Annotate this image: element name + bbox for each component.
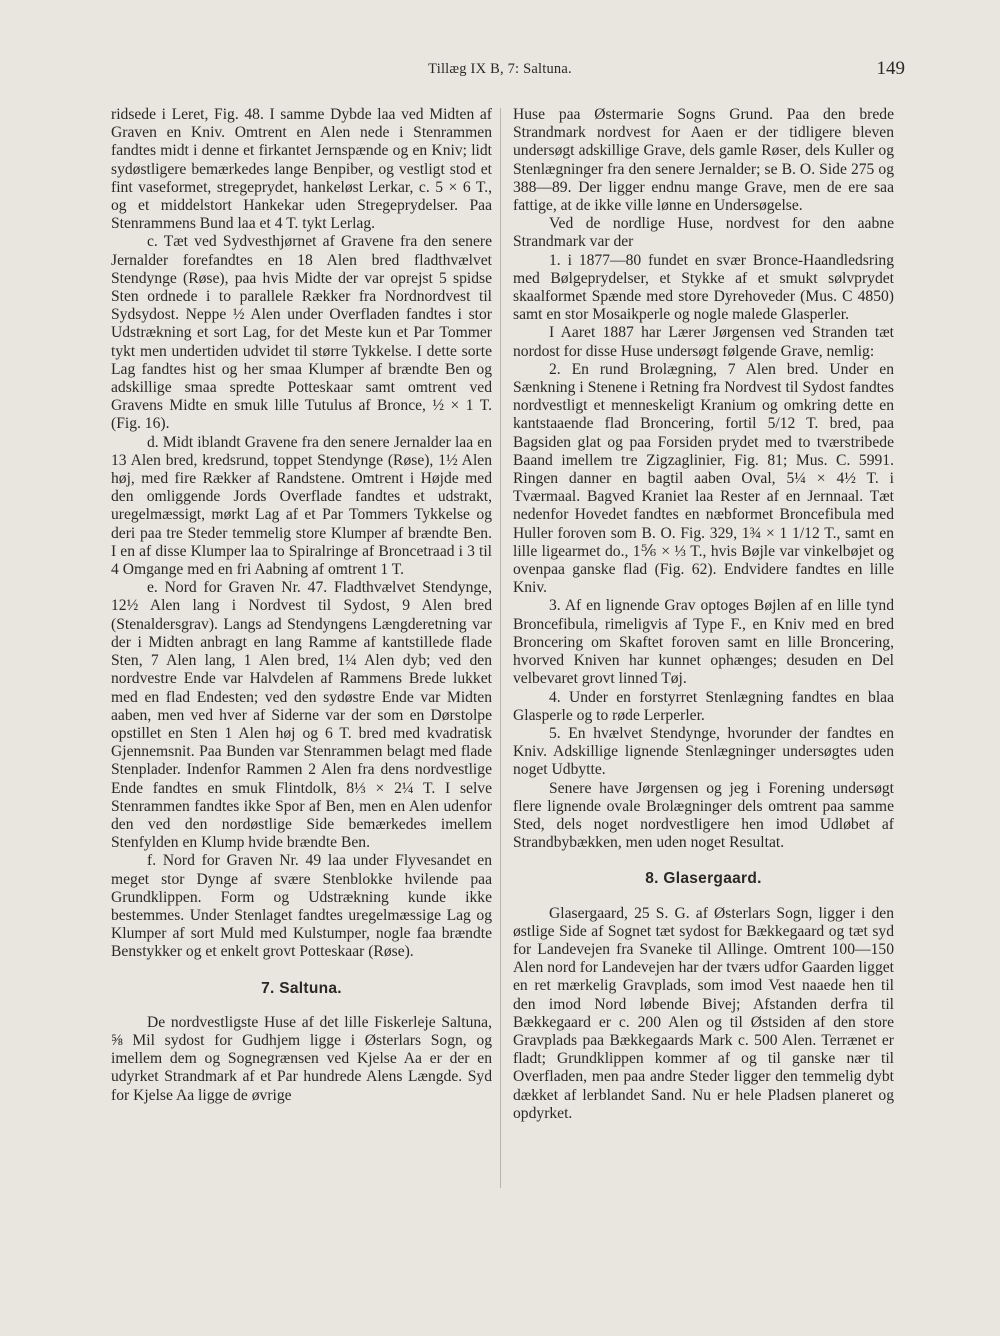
- paragraph-e: e. Nord for Graven Nr. 47. Fladthvælvet Stendynge, 12½ Alen lang i Nordvest til Sydost, 9 Alen bred (Stenaldersgrav). Langs ad Stendyngens Længderetning var der i Midten anbragt en lang Ramme af kantstillede flade Sten, 7 Alen lang, 1 Alen bred, 1¼ Alen dyb; ved den nordvestre Ende var Halvdelen af Rammens Brede lukket med en flad Endesten; ved den sydøstre Ende var Midten aaben, men ved hver af Siderne var der som en Dørstolpe opstillet en Sten 1 Alen høj og 6 T. bred med kvadratisk Gjennemsnit. Paa Bunden var Stenrammen belagt med flade Stenplader. Indenfor Rammen 2 Alen fra dens nordvestlige Ende fandtes en smuk Flintdolk, 8⅓ × 2¼ T. I selve Stenrammen fandtes ikke Spor af Ben, men en Alen udenfor den ved den nordøstlige Side bemærkedes imellem Stenfylden en Klump hvide brændte Ben.: [111, 579, 492, 852]
- section-heading-glasergaard: 8. Glasergaard.: [645, 870, 762, 888]
- paragraph-glasergaard: Glasergaard, 25 S. G. af Østerlars Sogn, ligger i den østlige Side af Sognet tæt sydost for Bækkegaard og tæt syd for Landevejen fra Svaneke til Allinge. Omtrent 100—150 Alen nord for Landevejen har der tværs udfor Gaarden ligget en ret mærkelig Gravplads, som imod Vest naaede hen til den imod Nord løbende Bivej; Afstanden derfra til Bækkegaard er c. 200 Alen og til Østsiden af den store Gravplads paa Bækkegaards Mark c. 500 Alen. Terrænet er fladt; Grundklippen kommer af og til ganske nær til Overfladen, men paa andre Steder ligger den temmelig dybt dækket af lerblandet Sand. Nu er hele Pladsen planeret og opdyrket.: [513, 904, 894, 1122]
- paragraph-d: d. Midt iblandt Gravene fra den senere Jernalder laa en 13 Alen bred, kredsrund, toppet Stendynge (Røse), 1½ Alen høj, med fire Rækker af Randstene. Omtrent i Højde med den omliggende Jords Overflade fandtes et udstrakt, uregelmæssigt, mørkt Lag af et Par Tommers Tykkelse og deri paa tre Steder temmelig store Klumper af brændte Ben. I en af disse Klumper laa to Spiralringe af Broncetraad i 3 til 4 Omgange med en fri Aabning af omtrent 1 T.: [111, 433, 492, 579]
- paragraph-saltuna: De nordvestligste Huse af det lille Fiskerleje Saltuna, ⅝ Mil sydost for Gudhjem ligge i Østerlars Sogn, og imellem dem og Sognegrænsen ved Kjelse Aa er der en udyrket Strandmark af et Par hundrede Alens Længde. Syd for Kjelse Aa ligge de øvrige: [111, 1013, 492, 1104]
- paragraph: Huse paa Østermarie Sogns Grund. Paa den brede Strandmark nordvest for Aaen er der tidligere bleven undersøgt adskillige Grave, dels gamle Røser, dels Kuller og Stenlægninger fra den senere Jernalder; se B. O. Side 275 og 388—89. Der ligger endnu mange Grave, men de ere saa fattige, at de ikke ville lønne en Undersøgelse.: [513, 106, 894, 215]
- column-divider: [500, 108, 501, 1188]
- paragraph: Senere have Jørgensen og jeg i Forening undersøgt flere lignende ovale Brolægninger dels omtrent paa samme Sted, dels noget nordvestligere hen imod Udløbet af Strandbybækken, men uden noget Resultat.: [513, 779, 894, 852]
- paragraph-f: f. Nord for Graven Nr. 49 laa under Flyvesandet en meget stor Dynge af svære Stenblokke hvilende paa Grundklippen. Form og Udstrækning kunde ikke bestemmes. Under Stenlaget fandtes uregelmæssige Lag og Klumper af sort Muld med Kulstumper, nogle faa brændte Benstykker og et enkelt grovt Potteskaar (Røse).: [111, 852, 492, 961]
- running-header: [0, 58, 1000, 84]
- paragraph-item-1: 1. i 1877—80 fundet en svær Bronce-Haandledsring med Bølgeprydelser, et Stykke af et smukt sølvprydet skaalformet Spænde med store Dyrehoveder (Mus. C 4850) samt en stor Mosaikperle og nogle malede Glasperler.: [513, 251, 894, 324]
- paragraph-item-2: 2. En rund Brolægning, 7 Alen bred. Under en Sænkning i Stenene i Retning fra Nordvest til Sydost fandtes nordvestligt et menneskeligt Kranium og omkring dette en kantstaaende flad Broncering, fortil 5/12 T. bred, paa Bagsiden glat og paa Forsiden prydet med to tværstribede Baand imellem tre Zigzaglinier, Fig. 81; Mus. C. 5991. Ringen danner en bagtil aaben Oval, 5¼ × 4½ T. i Tværmaal. Bagved Kraniet laa Rester af en Jernnaal. Tæt nedenfor Hovedet fandtes en næbformet Broncefibula med Huller foroven som B. O. Fig. 329, 1¾ × 1 1/12 T., samt en lille ligearmet do., 1⅚ × ⅓ T., hvis Bøjle var vinkelbøjet og ovenpaa ganske flad (Fig. 62). Endvidere fandtes en lille Kniv.: [513, 360, 894, 597]
- page-number: 149: [876, 58, 905, 79]
- paragraph-item-4: 4. Under en forstyrret Stenlægning fandtes en blaa Glasperle og to røde Lerperler.: [513, 688, 894, 724]
- paragraph: ridsede i Leret, Fig. 48. I samme Dybde laa ved Midten af Graven en Kniv. Omtrent en Alen nede i Stenrammen fandtes midt i denne et firkantet Jernspænde og en Kniv; lidt sydøstligere bemærkedes lange Benpiber, og vestligt stod et fint vaseformet, stregeprydet, hankeløst Lerkar, c. 5 × 6 T., og et middelstort Hankekar uden Stregeprydelser. Paa Stenrammens Bund laa et 4 T. tykt Lerlag.: [111, 106, 492, 233]
- right-column: [513, 106, 894, 1123]
- paragraph: Ved de nordlige Huse, nordvest for den aabne Strandmark var der: [513, 215, 894, 251]
- paragraph: I Aaret 1887 har Lærer Jørgensen ved Stranden tæt nordost for disse Huse undersøgt følgende Grave, nemlig:: [513, 324, 894, 360]
- section-heading-saltuna: 7. Saltuna.: [261, 979, 342, 997]
- paragraph-item-5: 5. En hvælvet Stendynge, hvorunder der fandtes en Kniv. Adskillige lignende Stenlægninger undersøgtes uden noget Udbytte.: [513, 724, 894, 779]
- running-title: Tillæg IX B, 7: Saltuna.: [428, 61, 572, 77]
- paragraph-c: c. Tæt ved Sydvesthjørnet af Gravene fra den senere Jernalder forefandtes en 18 Alen bred fladthvælvet Stendynge (Røse), paa hvis Midte der var oprejst 5 spidse Sten ordnede i to parallele Rækker fra Nordnordvest til Sydsydost. Neppe ½ Alen under Overfladen fandtes i stor Udstrækning et sort Lag, for det Meste kun et Par Tommer tykt men undertiden udvidet til større Tykkelse. I dette sorte Lag fandtes hist og her smaa Klumper af brændte Ben og adskillige smaa spredte Potteskaar samt omtrent ved Gravens Midte en smuk lille Tutulus af Bronce, ½ × 1 T. (Fig. 16).: [111, 233, 492, 433]
- left-column: [111, 106, 492, 1105]
- paragraph-item-3: 3. Af en lignende Grav optoges Bøjlen af en lille tynd Broncefibula, rimeligvis af Type F., en Kniv med en bred Broncering om Skaftet foroven samt en lille Broncering, hvorved Kniven har kunnet ophænges; desuden en Del velbevaret grovt linned Tøj.: [513, 597, 894, 688]
